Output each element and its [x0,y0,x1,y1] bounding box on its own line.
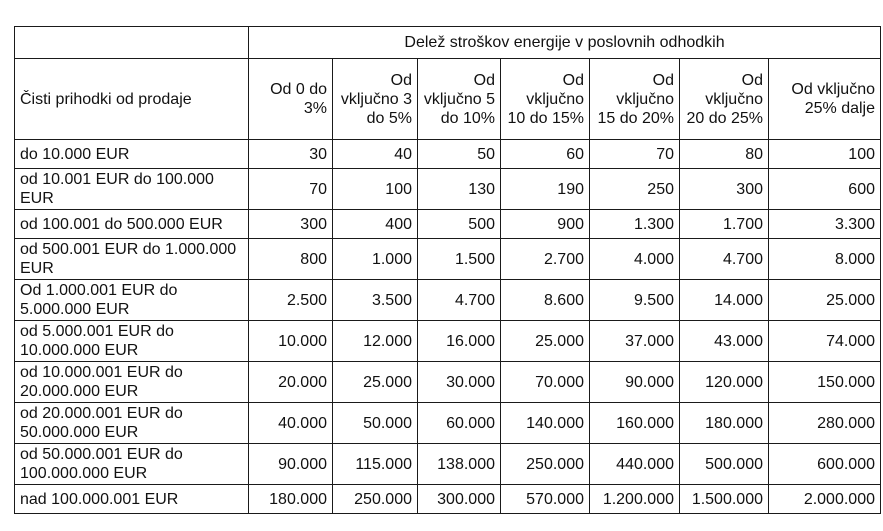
table-cell: 250.000 [333,485,418,514]
table-cell: 2.500 [249,280,333,321]
table-cell: 500.000 [680,444,769,485]
table-row [15,485,881,514]
table-cell: 1.000 [333,239,418,280]
table-cell: 800 [249,239,333,280]
table-cell: 1.500.000 [680,485,769,514]
table-cell: 250 [590,169,680,210]
table-cell: 80 [680,140,769,169]
table-cell: 570.000 [501,485,590,514]
table-cell: 70.000 [501,362,590,403]
table-row [15,321,881,362]
table-cell: 25.000 [501,321,590,362]
table-cell: 4.700 [680,239,769,280]
table-cell: 280.000 [769,403,881,444]
table-cell: 100 [769,140,881,169]
table-cell: 10.000 [249,321,333,362]
table-cell: 115.000 [333,444,418,485]
row-label: od 20.000.001 EUR do 50.000.000 EUR [15,403,249,444]
row-label: od 10.001 EUR do 100.000 EUR [15,169,249,210]
table-cell: 8.600 [501,280,590,321]
table-cell: 60.000 [418,403,501,444]
column-header: Od vključno 15 do 20% [590,59,680,140]
table-cell: 90.000 [590,362,680,403]
table-cell: 100 [333,169,418,210]
table-cell: 9.500 [590,280,680,321]
corner-cell [15,27,249,59]
row-label: od 500.001 EUR do 1.000.000 EUR [15,239,249,280]
table-row [15,140,881,169]
table-row [15,169,881,210]
table-row [15,210,881,239]
table-cell: 3.300 [769,210,881,239]
table-cell: 440.000 [590,444,680,485]
column-header: Od vključno 3 do 5% [333,59,418,140]
table-row [15,362,881,403]
table-cell: 30.000 [418,362,501,403]
table-cell: 1.700 [680,210,769,239]
row-label: do 10.000 EUR [15,140,249,169]
table-cell: 70 [249,169,333,210]
table-cell: 300 [249,210,333,239]
table-row [15,444,881,485]
table-cell: 2.000.000 [769,485,881,514]
table-cell: 180.000 [680,403,769,444]
table-cell: 2.700 [501,239,590,280]
table-cell: 37.000 [590,321,680,362]
table-cell: 16.000 [418,321,501,362]
table-cell: 600 [769,169,881,210]
table-cell: 90.000 [249,444,333,485]
table-cell: 400 [333,210,418,239]
table-cell: 500 [418,210,501,239]
table-cell: 30 [249,140,333,169]
table-row [15,403,881,444]
table-cell: 150.000 [769,362,881,403]
table-cell: 190 [501,169,590,210]
table-cell: 1.300 [590,210,680,239]
column-header: Od vključno 25% dalje [769,59,881,140]
row-label: od 100.001 do 500.000 EUR [15,210,249,239]
table-cell: 160.000 [590,403,680,444]
table-cell: 130 [418,169,501,210]
table-cell: 4.700 [418,280,501,321]
table-cell: 3.500 [333,280,418,321]
row-label: od 50.000.001 EUR do 100.000.000 EUR [15,444,249,485]
energy-cost-table-container [14,26,881,514]
table-cell: 70 [590,140,680,169]
table-cell: 14.000 [680,280,769,321]
table-cell: 50 [418,140,501,169]
energy-cost-table [14,26,881,514]
column-header: Od vključno 5 do 10% [418,59,501,140]
table-cell: 20.000 [249,362,333,403]
table-cell: 900 [501,210,590,239]
column-header: Od vključno 10 do 15% [501,59,590,140]
table-cell: 43.000 [680,321,769,362]
table-cell: 50.000 [333,403,418,444]
table-cell: 4.000 [590,239,680,280]
row-label: od 5.000.001 EUR do 10.000.000 EUR [15,321,249,362]
table-cell: 12.000 [333,321,418,362]
group-header: Delež stroškov energije v poslovnih odhodkih [249,27,881,59]
table-cell: 600.000 [769,444,881,485]
row-label: nad 100.000.001 EUR [15,485,249,514]
table-cell: 180.000 [249,485,333,514]
table-cell: 74.000 [769,321,881,362]
table-cell: 25.000 [769,280,881,321]
table-cell: 60 [501,140,590,169]
table-cell: 250.000 [501,444,590,485]
table-cell: 1.500 [418,239,501,280]
row-label: od 10.000.001 EUR do 20.000.000 EUR [15,362,249,403]
row-label: Od 1.000.001 EUR do 5.000.000 EUR [15,280,249,321]
table-cell: 25.000 [333,362,418,403]
table-cell: 300.000 [418,485,501,514]
table-row [15,239,881,280]
table-cell: 120.000 [680,362,769,403]
table-cell: 300 [680,169,769,210]
table-cell: 8.000 [769,239,881,280]
column-header: Od vključno 20 do 25% [680,59,769,140]
table-cell: 40.000 [249,403,333,444]
table-row [15,280,881,321]
row-header: Čisti prihodki od prodaje [15,59,249,140]
table-body [15,140,881,514]
table-cell: 140.000 [501,403,590,444]
table-cell: 1.200.000 [590,485,680,514]
table-cell: 40 [333,140,418,169]
table-cell: 138.000 [418,444,501,485]
column-header: Od 0 do 3% [249,59,333,140]
